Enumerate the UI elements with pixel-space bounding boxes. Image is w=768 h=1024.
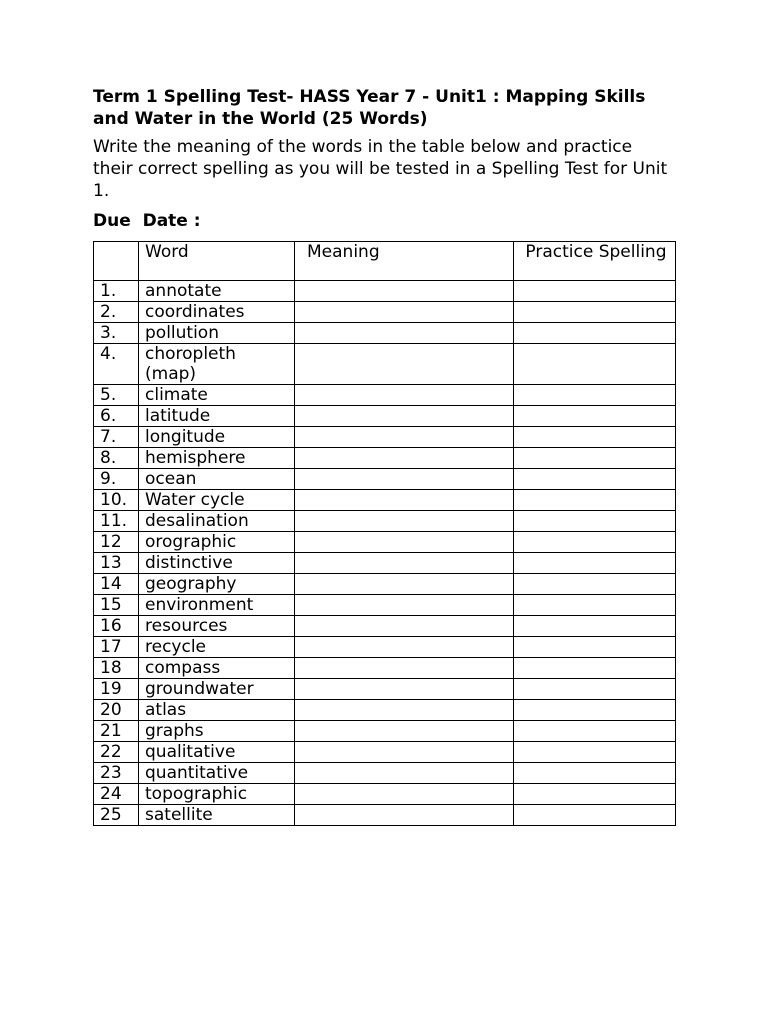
meaning-cell[interactable] — [295, 784, 514, 805]
meaning-cell[interactable] — [295, 658, 514, 679]
meaning-cell[interactable] — [295, 469, 514, 490]
practice-spelling-cell[interactable] — [514, 469, 676, 490]
meaning-cell[interactable] — [295, 427, 514, 448]
practice-spelling-cell[interactable] — [514, 721, 676, 742]
practice-spelling-cell[interactable] — [514, 281, 676, 302]
practice-spelling-cell[interactable] — [514, 302, 676, 323]
table-row — [94, 532, 676, 553]
row-number: 20 — [94, 700, 139, 721]
row-number: 9. — [94, 469, 139, 490]
meaning-cell[interactable] — [295, 553, 514, 574]
due-date-label: Due Date : — [93, 211, 201, 231]
table-row — [94, 344, 676, 385]
practice-spelling-cell[interactable] — [514, 323, 676, 344]
table-row — [94, 679, 676, 700]
meaning-cell[interactable] — [295, 595, 514, 616]
row-word: recycle — [139, 637, 295, 658]
practice-spelling-cell[interactable] — [514, 763, 676, 784]
row-number: 21 — [94, 721, 139, 742]
row-word: Water cycle — [139, 490, 295, 511]
row-word: environment — [139, 595, 295, 616]
row-number: 23 — [94, 763, 139, 784]
row-number: 8. — [94, 448, 139, 469]
row-word: topographic — [139, 784, 295, 805]
worksheet-page — [93, 86, 675, 826]
row-number: 19 — [94, 679, 139, 700]
meaning-cell[interactable] — [295, 385, 514, 406]
meaning-cell[interactable] — [295, 344, 514, 385]
row-word: distinctive — [139, 553, 295, 574]
row-word: choropleth (map) — [139, 344, 295, 385]
meaning-cell[interactable] — [295, 763, 514, 784]
meaning-cell[interactable] — [295, 323, 514, 344]
meaning-cell[interactable] — [295, 616, 514, 637]
row-word: ocean — [139, 469, 295, 490]
meaning-cell[interactable] — [295, 742, 514, 763]
row-number: 10. — [94, 490, 139, 511]
table-row — [94, 763, 676, 784]
row-word: longitude — [139, 427, 295, 448]
practice-spelling-cell[interactable] — [514, 532, 676, 553]
row-word: latitude — [139, 406, 295, 427]
row-word: hemisphere — [139, 448, 295, 469]
table-row — [94, 427, 676, 448]
table-row — [94, 448, 676, 469]
table-row — [94, 406, 676, 427]
meaning-cell[interactable] — [295, 448, 514, 469]
table-row — [94, 595, 676, 616]
row-number: 15 — [94, 595, 139, 616]
meaning-cell[interactable] — [295, 302, 514, 323]
table-body — [94, 281, 676, 826]
spelling-table — [93, 241, 676, 826]
row-word: annotate — [139, 281, 295, 302]
table-row — [94, 553, 676, 574]
row-word: coordinates — [139, 302, 295, 323]
row-word: groundwater — [139, 679, 295, 700]
row-number: 4. — [94, 344, 139, 385]
row-word: graphs — [139, 721, 295, 742]
row-number: 2. — [94, 302, 139, 323]
header-practice-spelling: Practice Spelling — [514, 242, 676, 281]
practice-spelling-cell[interactable] — [514, 385, 676, 406]
row-number: 13 — [94, 553, 139, 574]
row-number: 14 — [94, 574, 139, 595]
practice-spelling-cell[interactable] — [514, 511, 676, 532]
meaning-cell[interactable] — [295, 532, 514, 553]
row-number: 6. — [94, 406, 139, 427]
table-header-row — [94, 242, 676, 281]
row-word: climate — [139, 385, 295, 406]
practice-spelling-cell[interactable] — [514, 658, 676, 679]
meaning-cell[interactable] — [295, 406, 514, 427]
row-number: 3. — [94, 323, 139, 344]
header-word: Word — [139, 242, 295, 281]
row-word: geography — [139, 574, 295, 595]
meaning-cell[interactable] — [295, 490, 514, 511]
table-row — [94, 658, 676, 679]
row-word: satellite — [139, 805, 295, 826]
meaning-cell[interactable] — [295, 805, 514, 826]
table-row — [94, 616, 676, 637]
row-word: resources — [139, 616, 295, 637]
practice-spelling-cell[interactable] — [514, 595, 676, 616]
row-number: 24 — [94, 784, 139, 805]
table-row — [94, 511, 676, 532]
table-row — [94, 805, 676, 826]
practice-spelling-cell[interactable] — [514, 700, 676, 721]
row-word: orographic — [139, 532, 295, 553]
row-number: 11. — [94, 511, 139, 532]
practice-spelling-cell[interactable] — [514, 406, 676, 427]
practice-spelling-cell[interactable] — [514, 574, 676, 595]
table-row — [94, 323, 676, 344]
practice-spelling-cell[interactable] — [514, 344, 676, 385]
row-number: 16 — [94, 616, 139, 637]
row-number: 12 — [94, 532, 139, 553]
table-row — [94, 637, 676, 658]
row-word: pollution — [139, 323, 295, 344]
table-row — [94, 742, 676, 763]
instructions-text: Write the meaning of the words in the table below and practice their correct spelling as you will be tested in a Spelling Test for Unit 1. — [93, 137, 668, 201]
meaning-cell[interactable] — [295, 700, 514, 721]
meaning-cell[interactable] — [295, 637, 514, 658]
row-number: 22 — [94, 742, 139, 763]
meaning-cell[interactable] — [295, 679, 514, 700]
table-row — [94, 574, 676, 595]
meaning-cell[interactable] — [295, 574, 514, 595]
practice-spelling-cell[interactable] — [514, 616, 676, 637]
practice-spelling-cell[interactable] — [514, 637, 676, 658]
worksheet-title: Term 1 Spelling Test- HASS Year 7 - Unit1 : Mapping Skills and Water in the World (25 Words) — [93, 87, 646, 129]
meaning-cell[interactable] — [295, 281, 514, 302]
row-word: quantitative — [139, 763, 295, 784]
table-row — [94, 469, 676, 490]
table-row — [94, 385, 676, 406]
header-number — [94, 242, 139, 281]
practice-spelling-cell[interactable] — [514, 448, 676, 469]
row-number: 7. — [94, 427, 139, 448]
header-meaning: Meaning — [295, 242, 514, 281]
practice-spelling-cell[interactable] — [514, 553, 676, 574]
row-word: desalination — [139, 511, 295, 532]
row-number: 25 — [94, 805, 139, 826]
practice-spelling-cell[interactable] — [514, 427, 676, 448]
table-row — [94, 721, 676, 742]
practice-spelling-cell[interactable] — [514, 679, 676, 700]
table-row — [94, 490, 676, 511]
row-number: 1. — [94, 281, 139, 302]
meaning-cell[interactable] — [295, 721, 514, 742]
practice-spelling-cell[interactable] — [514, 805, 676, 826]
row-number: 17 — [94, 637, 139, 658]
practice-spelling-cell[interactable] — [514, 784, 676, 805]
meaning-cell[interactable] — [295, 511, 514, 532]
row-word: qualitative — [139, 742, 295, 763]
practice-spelling-cell[interactable] — [514, 490, 676, 511]
row-word: compass — [139, 658, 295, 679]
row-number: 5. — [94, 385, 139, 406]
table-row — [94, 281, 676, 302]
table-row — [94, 784, 676, 805]
row-word: atlas — [139, 700, 295, 721]
row-number: 18 — [94, 658, 139, 679]
table-row — [94, 700, 676, 721]
practice-spelling-cell[interactable] — [514, 742, 676, 763]
table-row — [94, 302, 676, 323]
